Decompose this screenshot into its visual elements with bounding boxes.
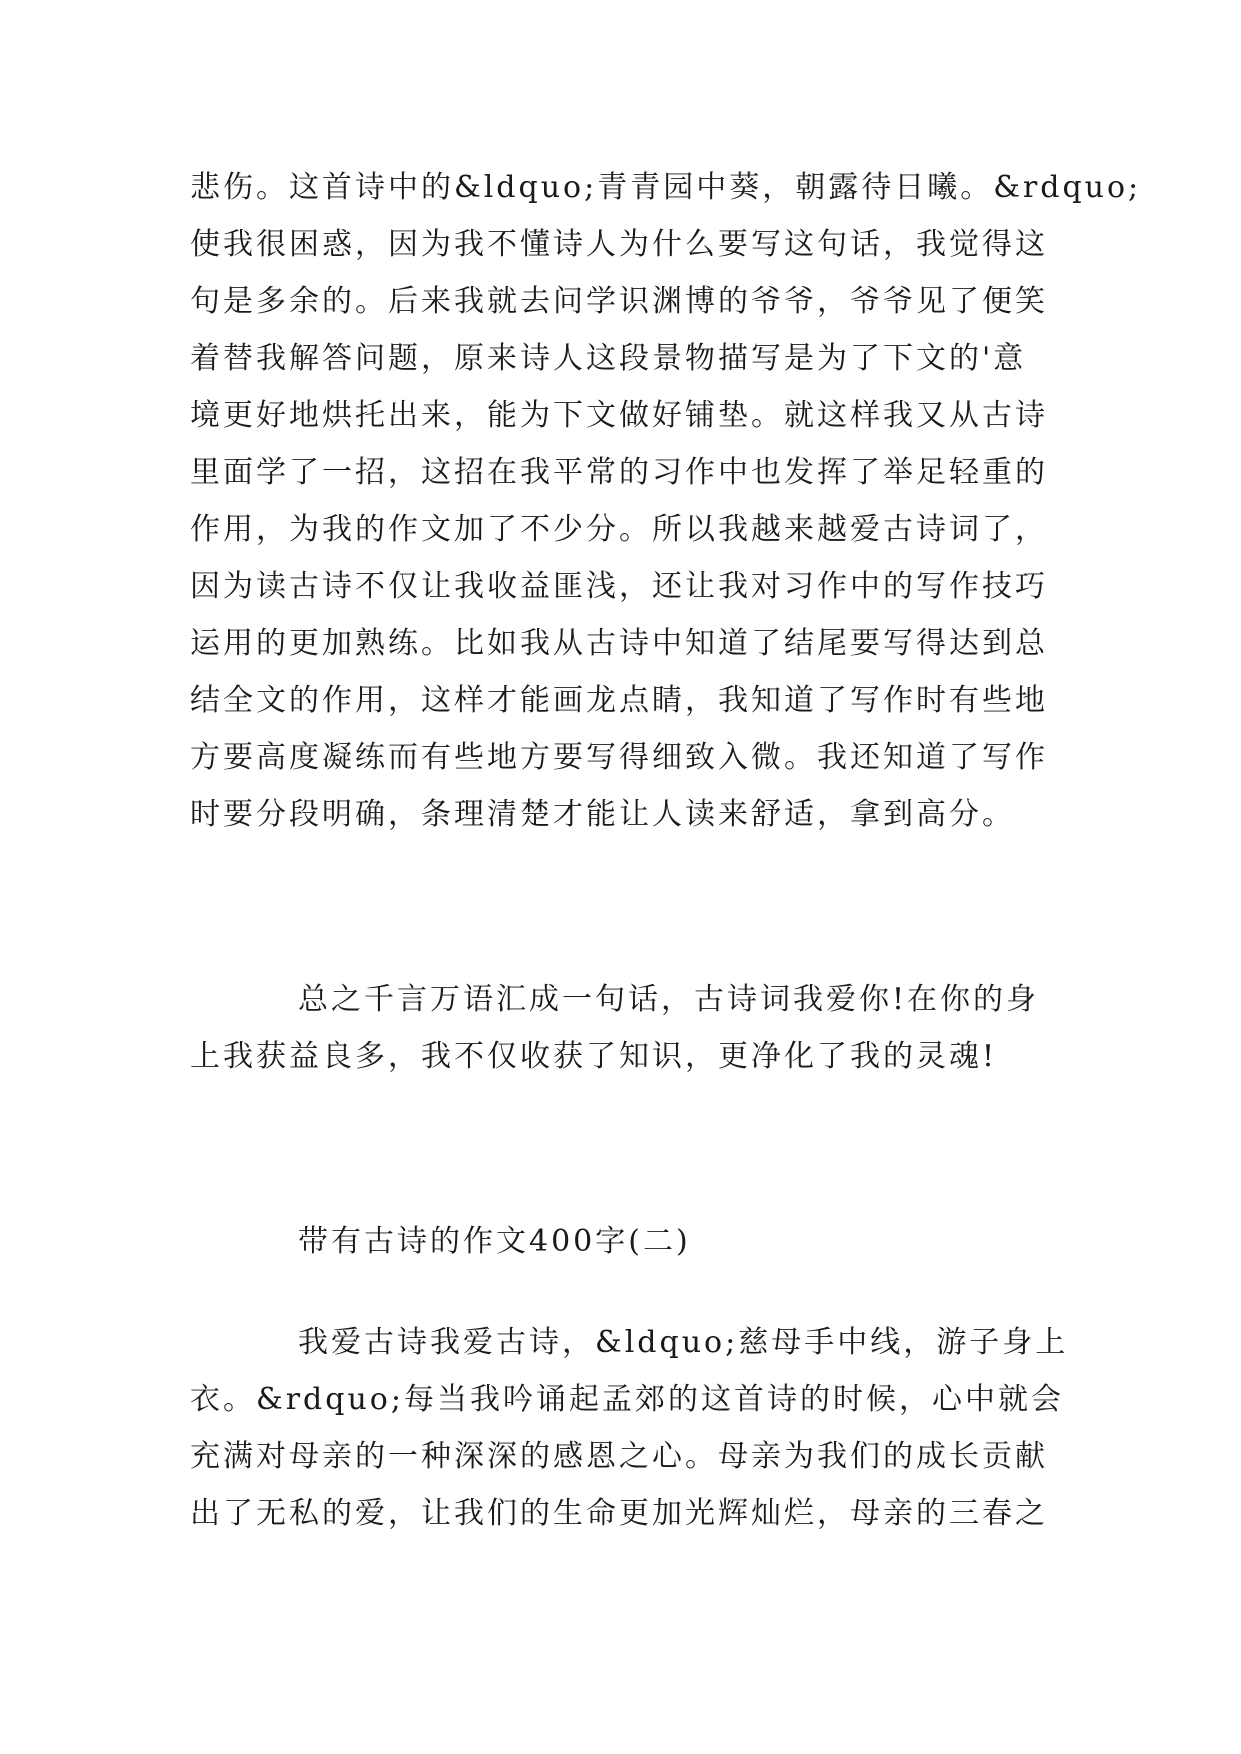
- paragraph-line: 因为读古诗不仅让我收益匪浅，还让我对习作中的写作技巧: [190, 569, 1048, 604]
- paragraph-line: 衣。&rdquo;每当我吟诵起孟郊的这首诗的时候，心中就会: [190, 1382, 1064, 1417]
- paragraph-line: 结全文的作用，这样才能画龙点睛，我知道了写作时有些地: [190, 683, 1048, 718]
- paragraph-line: 时要分段明确，条理清楚才能让人读来舒适，拿到高分。: [190, 797, 1015, 832]
- paragraph-line: 总之千言万语汇成一句话，古诗词我爱你!在你的身: [298, 982, 1040, 1017]
- paragraph-line: 上我获益良多，我不仅收获了知识，更净化了我的灵魂!: [190, 1039, 998, 1074]
- paragraph-line: 境更好地烘托出来，能为下文做好铺垫。就这样我又从古诗: [190, 398, 1048, 433]
- paragraph-line: 出了无私的爱，让我们的生命更加光辉灿烂，母亲的三春之: [190, 1496, 1048, 1531]
- paragraph-line: 运用的更加熟练。比如我从古诗中知道了结尾要写得达到总: [190, 626, 1048, 661]
- paragraph-line: 句是多余的。后来我就去问学识渊博的爷爷，爷爷见了便笑: [190, 284, 1048, 319]
- paragraph-line: 使我很困惑，因为我不懂诗人为什么要写这句话，我觉得这: [190, 227, 1048, 262]
- paragraph-line: 充满对母亲的一种深深的感恩之心。母亲为我们的成长贡献: [190, 1439, 1048, 1474]
- paragraph-line: 悲伤。这首诗中的&ldquo;青青园中葵，朝露待日曦。&rdquo;: [190, 170, 1142, 205]
- section-heading: 带有古诗的作文400字(二): [298, 1224, 691, 1259]
- paragraph-line: 我爱古诗我爱古诗，&ldquo;慈母手中线，游子身上: [298, 1325, 1069, 1360]
- paragraph-line: 着替我解答问题，原来诗人这段景物描写是为了下文的'意: [190, 341, 1027, 376]
- paragraph-line: 作用，为我的作文加了不少分。所以我越来越爱古诗词了，: [190, 512, 1048, 547]
- paragraph-line: 里面学了一招，这招在我平常的习作中也发挥了举足轻重的: [190, 455, 1048, 490]
- paragraph-line: 方要高度凝练而有些地方要写得细致入微。我还知道了写作: [190, 740, 1048, 775]
